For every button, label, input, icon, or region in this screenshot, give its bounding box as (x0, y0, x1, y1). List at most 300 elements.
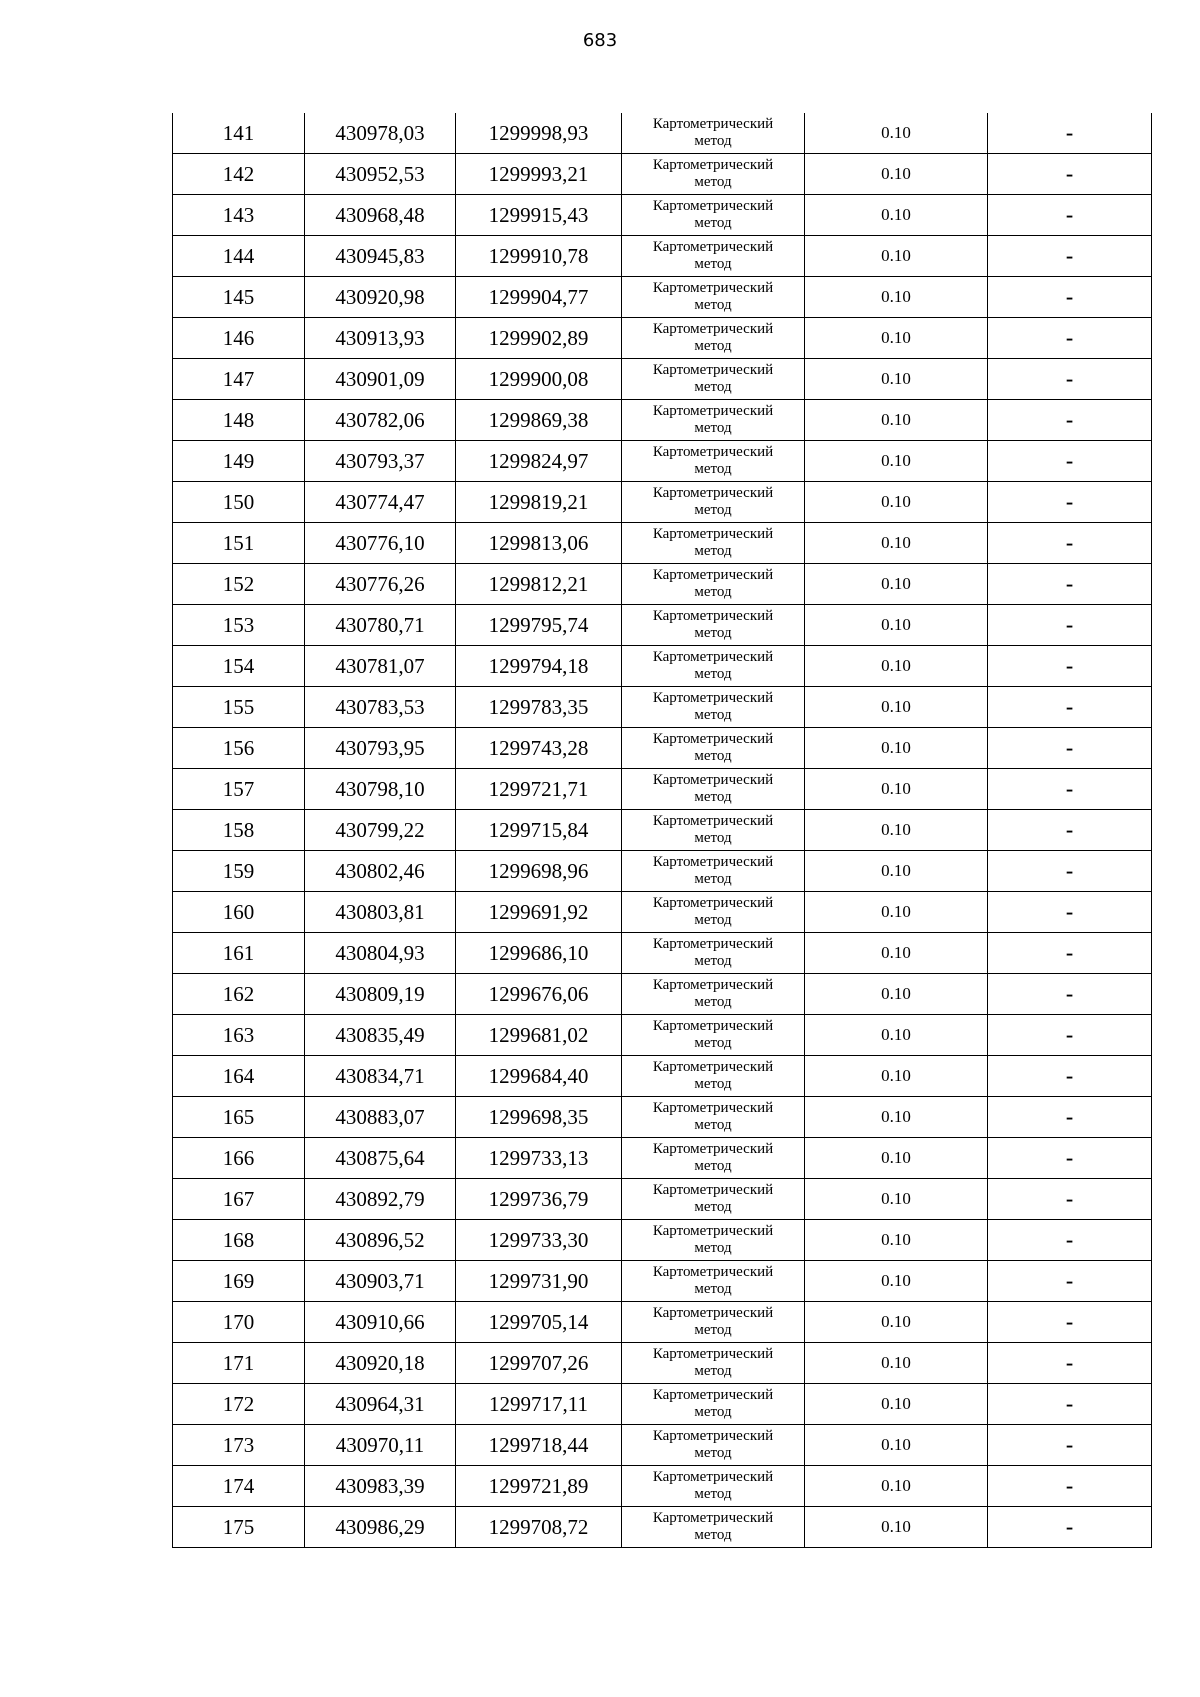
point-number-cell: 160 (173, 892, 305, 933)
method-line-2: метод (694, 748, 732, 764)
method-line-2: метод (694, 625, 732, 641)
point-number-cell: 174 (173, 1466, 305, 1507)
method-cell (622, 441, 805, 482)
accuracy-cell: 0.10 (805, 277, 988, 318)
note-cell: - (988, 1302, 1152, 1343)
x-coordinate-cell: 430798,10 (305, 769, 456, 810)
method-line-2: метод (694, 338, 732, 354)
accuracy-cell: 0.10 (805, 482, 988, 523)
accuracy-cell: 0.10 (805, 564, 988, 605)
method-line-2: метод (694, 1199, 732, 1215)
method-cell (622, 687, 805, 728)
note-cell: - (988, 892, 1152, 933)
table-row (173, 564, 1152, 605)
table-row (173, 605, 1152, 646)
table-row (173, 236, 1152, 277)
table-row (173, 359, 1152, 400)
y-coordinate-cell: 1299904,77 (456, 277, 622, 318)
method-line-1: Картометрический (652, 772, 774, 788)
note-cell: - (988, 1138, 1152, 1179)
accuracy-cell: 0.10 (805, 1343, 988, 1384)
method-line-1: Картометрический (652, 1346, 774, 1362)
method-line-2: метод (694, 420, 732, 436)
table-row (173, 1425, 1152, 1466)
note-cell: - (988, 646, 1152, 687)
table-row (173, 769, 1152, 810)
method-line-1: Картометрический (652, 813, 774, 829)
x-coordinate-cell: 430783,53 (305, 687, 456, 728)
method-cell (622, 810, 805, 851)
y-coordinate-cell: 1299795,74 (456, 605, 622, 646)
method-line-1: Картометрический (652, 936, 774, 952)
x-coordinate-cell: 430804,93 (305, 933, 456, 974)
method-cell (622, 974, 805, 1015)
method-cell (622, 113, 805, 154)
point-number-cell: 170 (173, 1302, 305, 1343)
method-line-1: Картометрический (652, 977, 774, 993)
method-line-1: Картометрический (652, 362, 774, 378)
x-coordinate-cell: 430983,39 (305, 1466, 456, 1507)
method-line-1: Картометрический (652, 444, 774, 460)
accuracy-cell: 0.10 (805, 154, 988, 195)
method-cell (622, 1302, 805, 1343)
note-cell: - (988, 851, 1152, 892)
method-line-1: Картометрический (652, 1223, 774, 1239)
note-cell: - (988, 769, 1152, 810)
table-row (173, 195, 1152, 236)
note-cell: - (988, 1343, 1152, 1384)
accuracy-cell: 0.10 (805, 769, 988, 810)
method-cell (622, 564, 805, 605)
x-coordinate-cell: 430913,93 (305, 318, 456, 359)
method-line-1: Картометрический (652, 567, 774, 583)
method-cell (622, 605, 805, 646)
point-number-cell: 167 (173, 1179, 305, 1220)
table-row (173, 1220, 1152, 1261)
table-row (173, 687, 1152, 728)
y-coordinate-cell: 1299684,40 (456, 1056, 622, 1097)
method-cell (622, 1015, 805, 1056)
table-row (173, 154, 1152, 195)
method-line-2: метод (694, 215, 732, 231)
method-cell (622, 400, 805, 441)
x-coordinate-cell: 430802,46 (305, 851, 456, 892)
method-line-2: метод (694, 297, 732, 313)
x-coordinate-cell: 430896,52 (305, 1220, 456, 1261)
accuracy-cell: 0.10 (805, 359, 988, 400)
method-line-1: Картометрический (652, 526, 774, 542)
method-cell (622, 195, 805, 236)
point-number-cell: 146 (173, 318, 305, 359)
y-coordinate-cell: 1299900,08 (456, 359, 622, 400)
method-line-1: Картометрический (652, 198, 774, 214)
accuracy-cell: 0.10 (805, 851, 988, 892)
method-line-2: метод (694, 584, 732, 600)
y-coordinate-cell: 1299812,21 (456, 564, 622, 605)
accuracy-cell: 0.10 (805, 441, 988, 482)
note-cell: - (988, 1179, 1152, 1220)
y-coordinate-cell: 1299698,35 (456, 1097, 622, 1138)
point-number-cell: 175 (173, 1507, 305, 1548)
method-line-2: метод (694, 1117, 732, 1133)
method-cell (622, 728, 805, 769)
y-coordinate-cell: 1299993,21 (456, 154, 622, 195)
method-line-2: метод (694, 1363, 732, 1379)
note-cell: - (988, 523, 1152, 564)
x-coordinate-cell: 430803,81 (305, 892, 456, 933)
table-row (173, 646, 1152, 687)
method-line-1: Картометрический (652, 895, 774, 911)
method-line-2: метод (694, 1076, 732, 1092)
accuracy-cell: 0.10 (805, 400, 988, 441)
method-cell (622, 851, 805, 892)
method-cell (622, 236, 805, 277)
y-coordinate-cell: 1299915,43 (456, 195, 622, 236)
point-number-cell: 162 (173, 974, 305, 1015)
x-coordinate-cell: 430978,03 (305, 113, 456, 154)
note-cell: - (988, 318, 1152, 359)
accuracy-cell: 0.10 (805, 933, 988, 974)
note-cell: - (988, 1015, 1152, 1056)
table-row (173, 1138, 1152, 1179)
y-coordinate-cell: 1299824,97 (456, 441, 622, 482)
table-row (173, 482, 1152, 523)
x-coordinate-cell: 430920,18 (305, 1343, 456, 1384)
y-coordinate-cell: 1299736,79 (456, 1179, 622, 1220)
note-cell: - (988, 1261, 1152, 1302)
y-coordinate-cell: 1299731,90 (456, 1261, 622, 1302)
accuracy-cell: 0.10 (805, 1425, 988, 1466)
method-line-1: Картометрический (652, 1264, 774, 1280)
y-coordinate-cell: 1299676,06 (456, 974, 622, 1015)
method-line-2: метод (694, 1322, 732, 1338)
method-line-1: Картометрический (652, 1510, 774, 1526)
table-row (173, 441, 1152, 482)
table-row (173, 277, 1152, 318)
accuracy-cell: 0.10 (805, 728, 988, 769)
method-line-1: Картометрический (652, 1059, 774, 1075)
accuracy-cell: 0.10 (805, 523, 988, 564)
point-number-cell: 145 (173, 277, 305, 318)
method-cell (622, 1507, 805, 1548)
x-coordinate-cell: 430920,98 (305, 277, 456, 318)
table-row (173, 318, 1152, 359)
accuracy-cell: 0.10 (805, 1097, 988, 1138)
x-coordinate-cell: 430834,71 (305, 1056, 456, 1097)
method-line-1: Картометрический (652, 1141, 774, 1157)
accuracy-cell: 0.10 (805, 1220, 988, 1261)
y-coordinate-cell: 1299718,44 (456, 1425, 622, 1466)
note-cell: - (988, 564, 1152, 605)
accuracy-cell: 0.10 (805, 1466, 988, 1507)
x-coordinate-cell: 430774,47 (305, 482, 456, 523)
point-number-cell: 169 (173, 1261, 305, 1302)
table-row (173, 1261, 1152, 1302)
point-number-cell: 147 (173, 359, 305, 400)
method-line-1: Картометрический (652, 1428, 774, 1444)
method-line-1: Картометрический (652, 321, 774, 337)
table-row (173, 400, 1152, 441)
point-number-cell: 153 (173, 605, 305, 646)
method-line-2: метод (694, 174, 732, 190)
accuracy-cell: 0.10 (805, 646, 988, 687)
method-line-1: Картометрический (652, 1100, 774, 1116)
point-number-cell: 171 (173, 1343, 305, 1384)
note-cell: - (988, 154, 1152, 195)
method-line-1: Картометрический (652, 403, 774, 419)
y-coordinate-cell: 1299721,71 (456, 769, 622, 810)
table-row (173, 1097, 1152, 1138)
accuracy-cell: 0.10 (805, 1261, 988, 1302)
note-cell: - (988, 195, 1152, 236)
method-line-2: метод (694, 1404, 732, 1420)
point-number-cell: 164 (173, 1056, 305, 1097)
method-line-2: метод (694, 1445, 732, 1461)
accuracy-cell: 0.10 (805, 687, 988, 728)
accuracy-cell: 0.10 (805, 195, 988, 236)
y-coordinate-cell: 1299686,10 (456, 933, 622, 974)
page-number: 683 (582, 30, 618, 51)
note-cell: - (988, 113, 1152, 154)
method-line-2: метод (694, 461, 732, 477)
y-coordinate-cell: 1299783,35 (456, 687, 622, 728)
method-cell (622, 277, 805, 318)
point-number-cell: 173 (173, 1425, 305, 1466)
method-cell (622, 1384, 805, 1425)
point-number-cell: 166 (173, 1138, 305, 1179)
method-line-2: метод (694, 953, 732, 969)
point-number-cell: 161 (173, 933, 305, 974)
x-coordinate-cell: 430835,49 (305, 1015, 456, 1056)
note-cell: - (988, 605, 1152, 646)
point-number-cell: 149 (173, 441, 305, 482)
method-line-2: метод (694, 379, 732, 395)
method-cell (622, 154, 805, 195)
y-coordinate-cell: 1299721,89 (456, 1466, 622, 1507)
x-coordinate-cell: 430952,53 (305, 154, 456, 195)
point-number-cell: 157 (173, 769, 305, 810)
method-cell (622, 769, 805, 810)
y-coordinate-cell: 1299733,13 (456, 1138, 622, 1179)
table-row (173, 974, 1152, 1015)
accuracy-cell: 0.10 (805, 1384, 988, 1425)
point-number-cell: 144 (173, 236, 305, 277)
method-line-2: метод (694, 707, 732, 723)
table-body (173, 113, 1152, 1548)
method-line-1: Картометрический (652, 649, 774, 665)
x-coordinate-cell: 430780,71 (305, 605, 456, 646)
point-number-cell: 155 (173, 687, 305, 728)
note-cell: - (988, 1056, 1152, 1097)
method-line-2: метод (694, 502, 732, 518)
method-cell (622, 1179, 805, 1220)
table-row (173, 810, 1152, 851)
method-line-2: метод (694, 1035, 732, 1051)
note-cell: - (988, 933, 1152, 974)
table-row (173, 113, 1152, 154)
accuracy-cell: 0.10 (805, 892, 988, 933)
accuracy-cell: 0.10 (805, 1302, 988, 1343)
point-number-cell: 156 (173, 728, 305, 769)
method-line-2: метод (694, 830, 732, 846)
x-coordinate-cell: 430776,10 (305, 523, 456, 564)
note-cell: - (988, 1466, 1152, 1507)
method-line-2: метод (694, 912, 732, 928)
x-coordinate-cell: 430793,37 (305, 441, 456, 482)
note-cell: - (988, 687, 1152, 728)
note-cell: - (988, 1507, 1152, 1548)
x-coordinate-cell: 430875,64 (305, 1138, 456, 1179)
point-number-cell: 142 (173, 154, 305, 195)
method-line-1: Картометрический (652, 1305, 774, 1321)
table-row (173, 1507, 1152, 1548)
x-coordinate-cell: 430901,09 (305, 359, 456, 400)
coordinates-table (172, 113, 1152, 1548)
method-line-2: метод (694, 994, 732, 1010)
table-row (173, 1056, 1152, 1097)
point-number-cell: 143 (173, 195, 305, 236)
method-line-2: метод (694, 666, 732, 682)
table-row (173, 1343, 1152, 1384)
accuracy-cell: 0.10 (805, 1015, 988, 1056)
x-coordinate-cell: 430910,66 (305, 1302, 456, 1343)
point-number-cell: 172 (173, 1384, 305, 1425)
method-line-1: Картометрический (652, 280, 774, 296)
accuracy-cell: 0.10 (805, 1138, 988, 1179)
method-cell (622, 359, 805, 400)
point-number-cell: 158 (173, 810, 305, 851)
x-coordinate-cell: 430782,06 (305, 400, 456, 441)
y-coordinate-cell: 1299869,38 (456, 400, 622, 441)
method-cell (622, 1466, 805, 1507)
y-coordinate-cell: 1299733,30 (456, 1220, 622, 1261)
method-line-2: метод (694, 871, 732, 887)
y-coordinate-cell: 1299707,26 (456, 1343, 622, 1384)
method-cell (622, 933, 805, 974)
point-number-cell: 151 (173, 523, 305, 564)
point-number-cell: 152 (173, 564, 305, 605)
method-cell (622, 1138, 805, 1179)
method-line-2: метод (694, 1240, 732, 1256)
note-cell: - (988, 1097, 1152, 1138)
y-coordinate-cell: 1299819,21 (456, 482, 622, 523)
x-coordinate-cell: 430903,71 (305, 1261, 456, 1302)
accuracy-cell: 0.10 (805, 974, 988, 1015)
point-number-cell: 154 (173, 646, 305, 687)
method-line-1: Картометрический (652, 608, 774, 624)
table-row (173, 1384, 1152, 1425)
x-coordinate-cell: 430799,22 (305, 810, 456, 851)
note-cell: - (988, 359, 1152, 400)
y-coordinate-cell: 1299902,89 (456, 318, 622, 359)
table-row (173, 728, 1152, 769)
y-coordinate-cell: 1299794,18 (456, 646, 622, 687)
note-cell: - (988, 1220, 1152, 1261)
method-cell (622, 1425, 805, 1466)
method-line-1: Картометрический (652, 1469, 774, 1485)
x-coordinate-cell: 430781,07 (305, 646, 456, 687)
y-coordinate-cell: 1299717,11 (456, 1384, 622, 1425)
accuracy-cell: 0.10 (805, 318, 988, 359)
table-row (173, 1179, 1152, 1220)
table-row (173, 933, 1152, 974)
x-coordinate-cell: 430945,83 (305, 236, 456, 277)
method-line-1: Картометрический (652, 485, 774, 501)
y-coordinate-cell: 1299715,84 (456, 810, 622, 851)
point-number-cell: 163 (173, 1015, 305, 1056)
accuracy-cell: 0.10 (805, 605, 988, 646)
point-number-cell: 141 (173, 113, 305, 154)
method-line-2: метод (694, 1527, 732, 1543)
y-coordinate-cell: 1299705,14 (456, 1302, 622, 1343)
method-line-1: Картометрический (652, 157, 774, 173)
method-line-1: Картометрический (652, 1018, 774, 1034)
method-line-1: Картометрический (652, 690, 774, 706)
x-coordinate-cell: 430809,19 (305, 974, 456, 1015)
table-row (173, 1015, 1152, 1056)
y-coordinate-cell: 1299691,92 (456, 892, 622, 933)
table-row (173, 1302, 1152, 1343)
method-line-1: Картометрический (652, 116, 774, 132)
y-coordinate-cell: 1299743,28 (456, 728, 622, 769)
accuracy-cell: 0.10 (805, 1179, 988, 1220)
accuracy-cell: 0.10 (805, 236, 988, 277)
accuracy-cell: 0.10 (805, 1507, 988, 1548)
x-coordinate-cell: 430776,26 (305, 564, 456, 605)
x-coordinate-cell: 430892,79 (305, 1179, 456, 1220)
point-number-cell: 150 (173, 482, 305, 523)
method-line-1: Картометрический (652, 1182, 774, 1198)
x-coordinate-cell: 430968,48 (305, 195, 456, 236)
note-cell: - (988, 277, 1152, 318)
method-cell (622, 523, 805, 564)
y-coordinate-cell: 1299998,93 (456, 113, 622, 154)
note-cell: - (988, 400, 1152, 441)
method-cell (622, 1056, 805, 1097)
x-coordinate-cell: 430883,07 (305, 1097, 456, 1138)
method-cell (622, 482, 805, 523)
method-cell (622, 646, 805, 687)
x-coordinate-cell: 430964,31 (305, 1384, 456, 1425)
point-number-cell: 168 (173, 1220, 305, 1261)
method-line-1: Картометрический (652, 854, 774, 870)
method-cell (622, 1220, 805, 1261)
y-coordinate-cell: 1299813,06 (456, 523, 622, 564)
note-cell: - (988, 974, 1152, 1015)
x-coordinate-cell: 430986,29 (305, 1507, 456, 1548)
table-row (173, 892, 1152, 933)
note-cell: - (988, 1384, 1152, 1425)
method-line-2: метод (694, 1486, 732, 1502)
table-row (173, 1466, 1152, 1507)
accuracy-cell: 0.10 (805, 113, 988, 154)
table-row (173, 523, 1152, 564)
method-cell (622, 318, 805, 359)
x-coordinate-cell: 430970,11 (305, 1425, 456, 1466)
accuracy-cell: 0.10 (805, 810, 988, 851)
method-line-1: Картометрический (652, 731, 774, 747)
method-line-1: Картометрический (652, 1387, 774, 1403)
note-cell: - (988, 728, 1152, 769)
point-number-cell: 148 (173, 400, 305, 441)
y-coordinate-cell: 1299708,72 (456, 1507, 622, 1548)
y-coordinate-cell: 1299681,02 (456, 1015, 622, 1056)
table-row (173, 851, 1152, 892)
method-line-2: метод (694, 789, 732, 805)
y-coordinate-cell: 1299698,96 (456, 851, 622, 892)
point-number-cell: 165 (173, 1097, 305, 1138)
method-cell (622, 892, 805, 933)
